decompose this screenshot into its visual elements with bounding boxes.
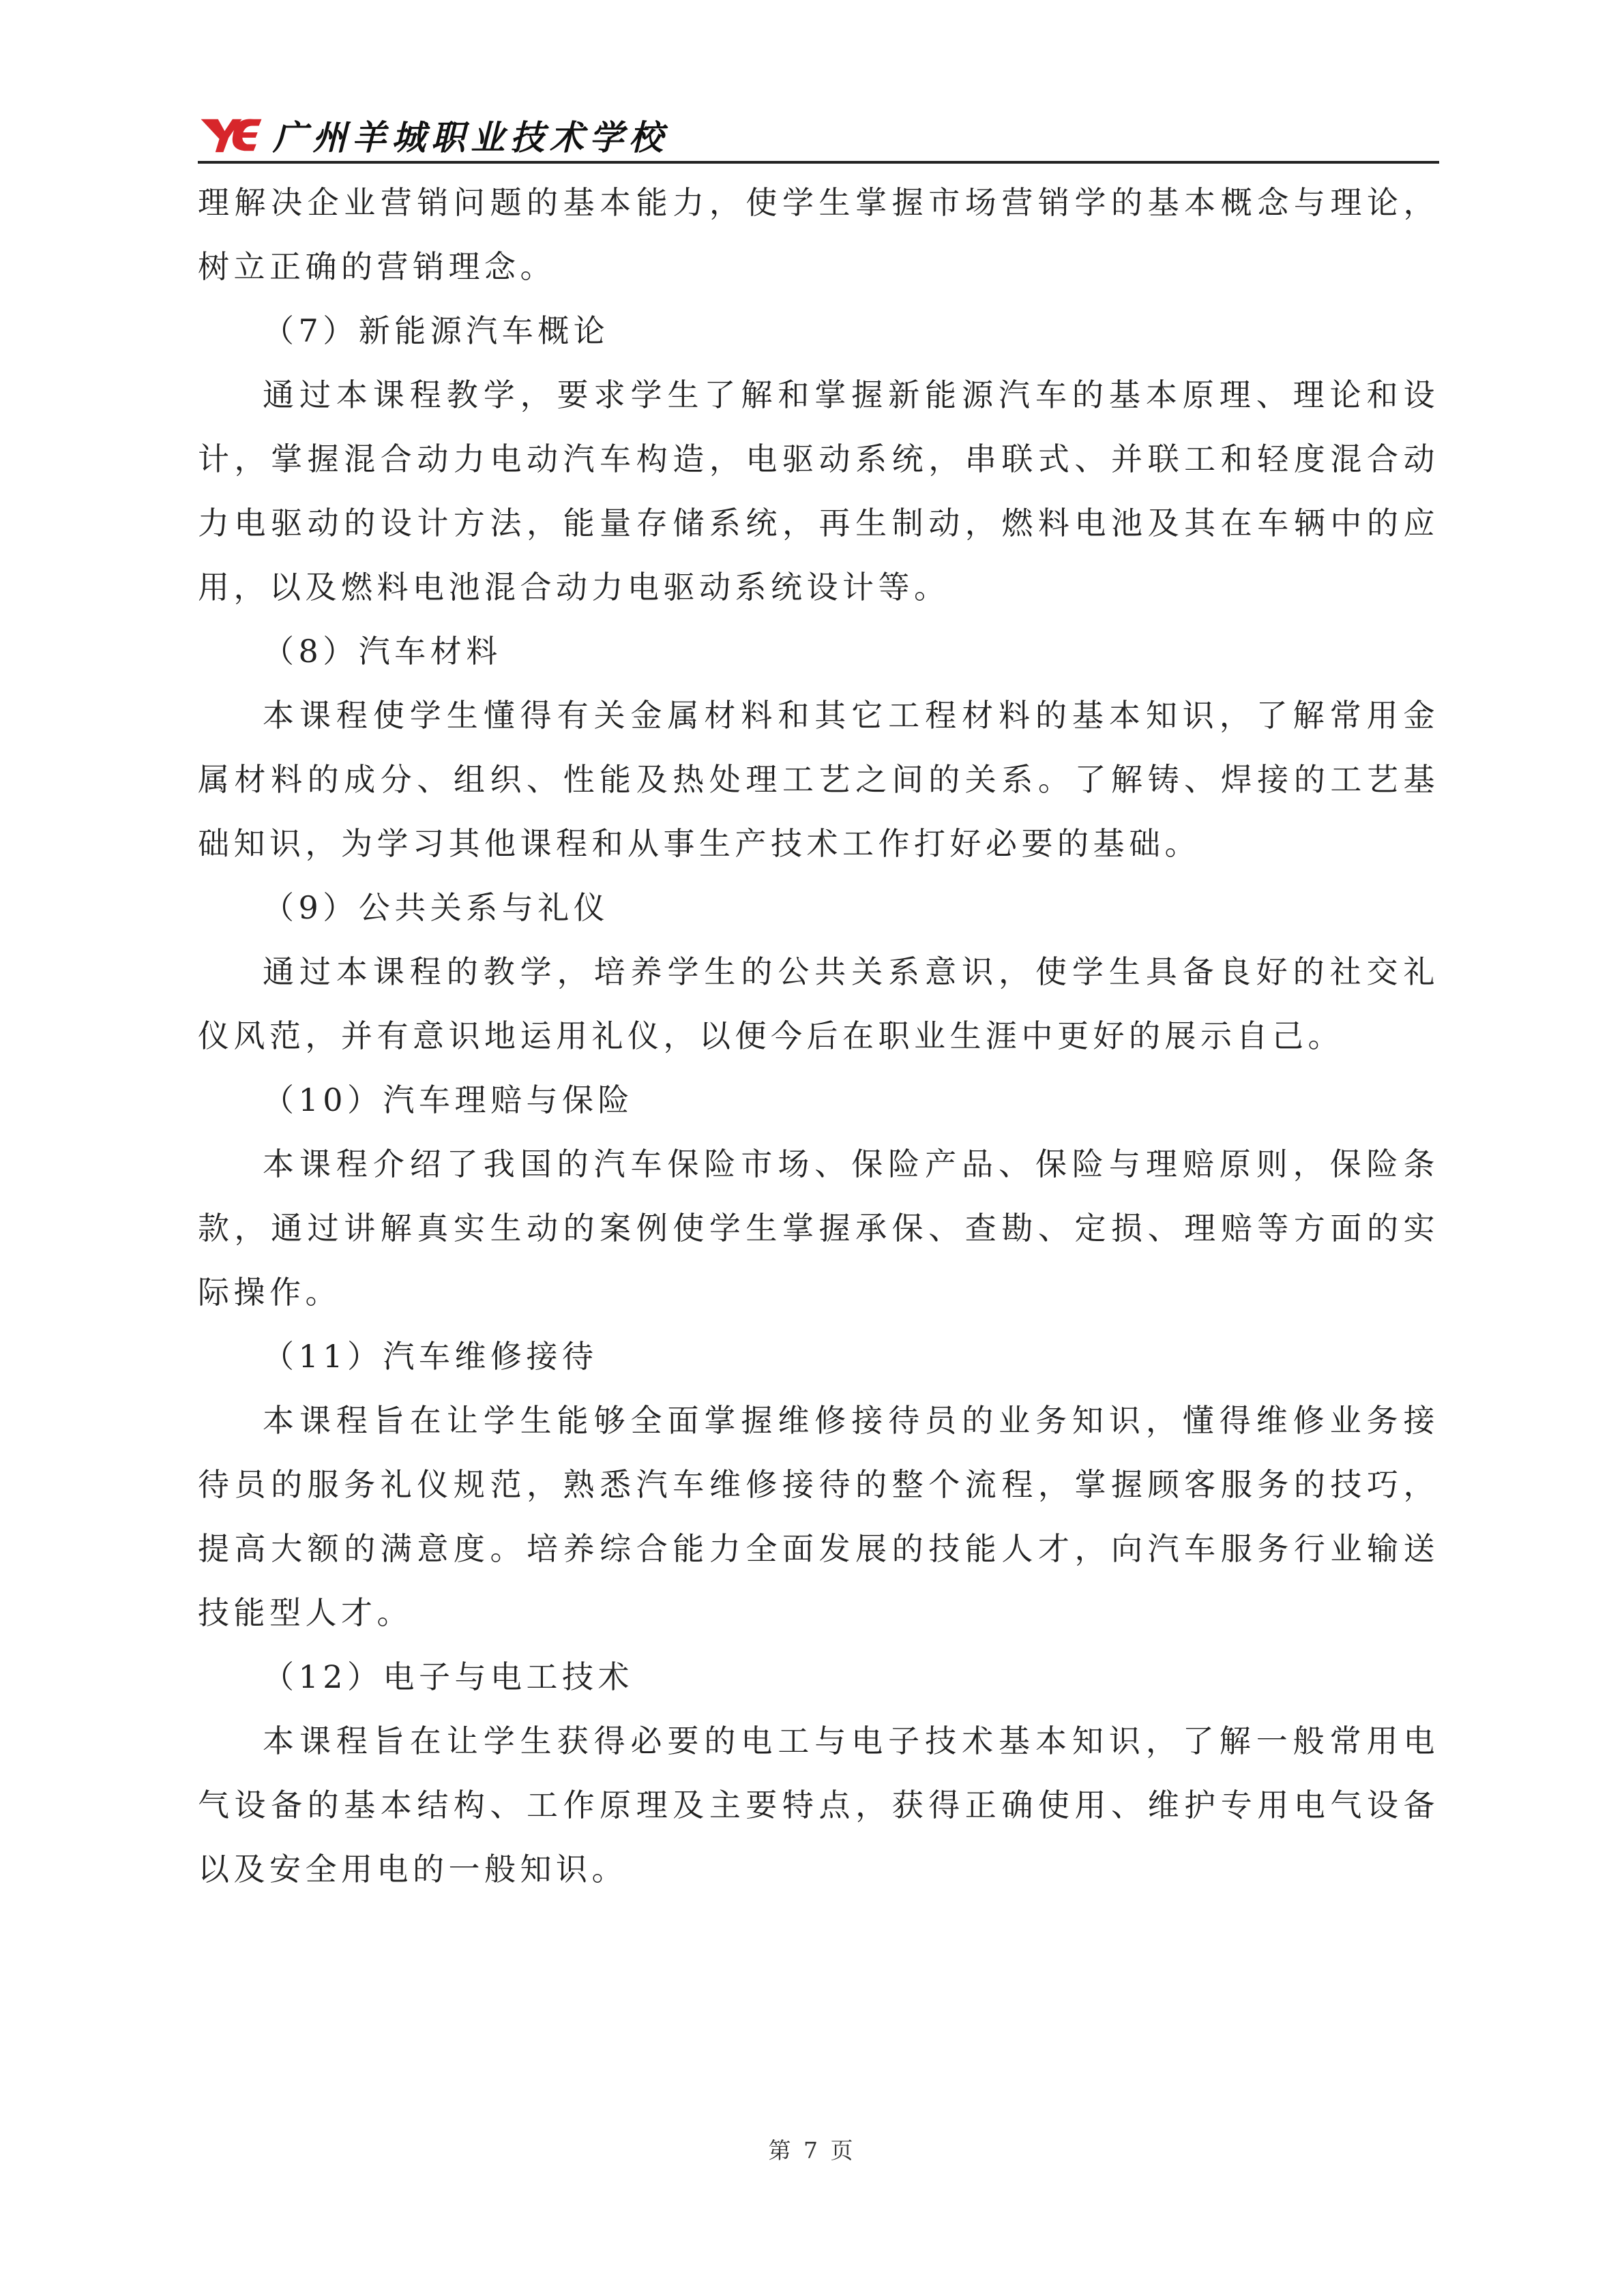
yc-school-logo-icon	[198, 115, 265, 155]
paragraph: 本课程旨在让学生能够全面掌握维修接待员的业务知识，懂得维修业务接待员的服务礼仪规范，熟悉汽车维修接待的整个流程，掌握顾客服务的技巧，提高大额的满意度。培养综合能力全面发展的技能人才，向汽车服务行业输送技能型人才。	[198, 1402, 1439, 1631]
paragraph: 本课程旨在让学生获得必要的电工与电子技术基本知识，了解一般常用电气设备的基本结构、工作原理及主要特点，获得正确使用、维护专用电气设备以及安全用电的一般知识。	[198, 1723, 1439, 1888]
section-heading: （10）汽车理赔与保险	[263, 1082, 634, 1118]
paragraph: 通过本课程教学，要求学生了解和掌握新能源汽车的基本原理、理论和设计，掌握混合动力电动汽车构造，电驱动系统，串联式、并联工和轻度混合动力电驱动的设计方法，能量存储系统，再生制动，燃料电池及其在车辆中的应用，以及燃料电池混合动力电驱动系统设计等。	[198, 376, 1439, 606]
section-heading: （12）电子与电工技术	[263, 1658, 634, 1695]
page-number: 第 7 页	[768, 2137, 856, 2164]
header-divider	[198, 161, 1439, 164]
paragraph: 通过本课程的教学，培养学生的公共关系意识，使学生具备良好的社交礼仪风范，并有意识地运用礼仪，以便今后在职业生涯中更好的展示自己。	[198, 953, 1439, 1054]
paragraph-continuation: 理解决企业营销问题的基本能力，使学生掌握市场营销学的基本概念与理论，树立正确的营销理念。	[198, 184, 1439, 285]
section-heading: （9）公共关系与礼仪	[263, 889, 610, 926]
section-heading: （11）汽车维修接待	[263, 1338, 598, 1375]
school-name: 广州羊城职业技术学校	[273, 117, 668, 158]
section-heading: （7）新能源汽车概论	[263, 312, 610, 349]
page-header	[198, 108, 1439, 162]
document-body	[198, 170, 1439, 1901]
section-heading: （8）汽车材料	[263, 633, 502, 670]
paragraph: 本课程介绍了我国的汽车保险市场、保险产品、保险与理赔原则，保险条款，通过讲解真实生动的案例使学生掌握承保、查勘、定损、理赔等方面的实际操作。	[198, 1146, 1439, 1311]
paragraph: 本课程使学生懂得有关金属材料和其它工程材料的基本知识，了解常用金属材料的成分、组织、性能及热处理工艺之间的关系。了解铸、焊接的工艺基础知识，为学习其他课程和从事生产技术工作打好必要的基础。	[198, 697, 1439, 862]
